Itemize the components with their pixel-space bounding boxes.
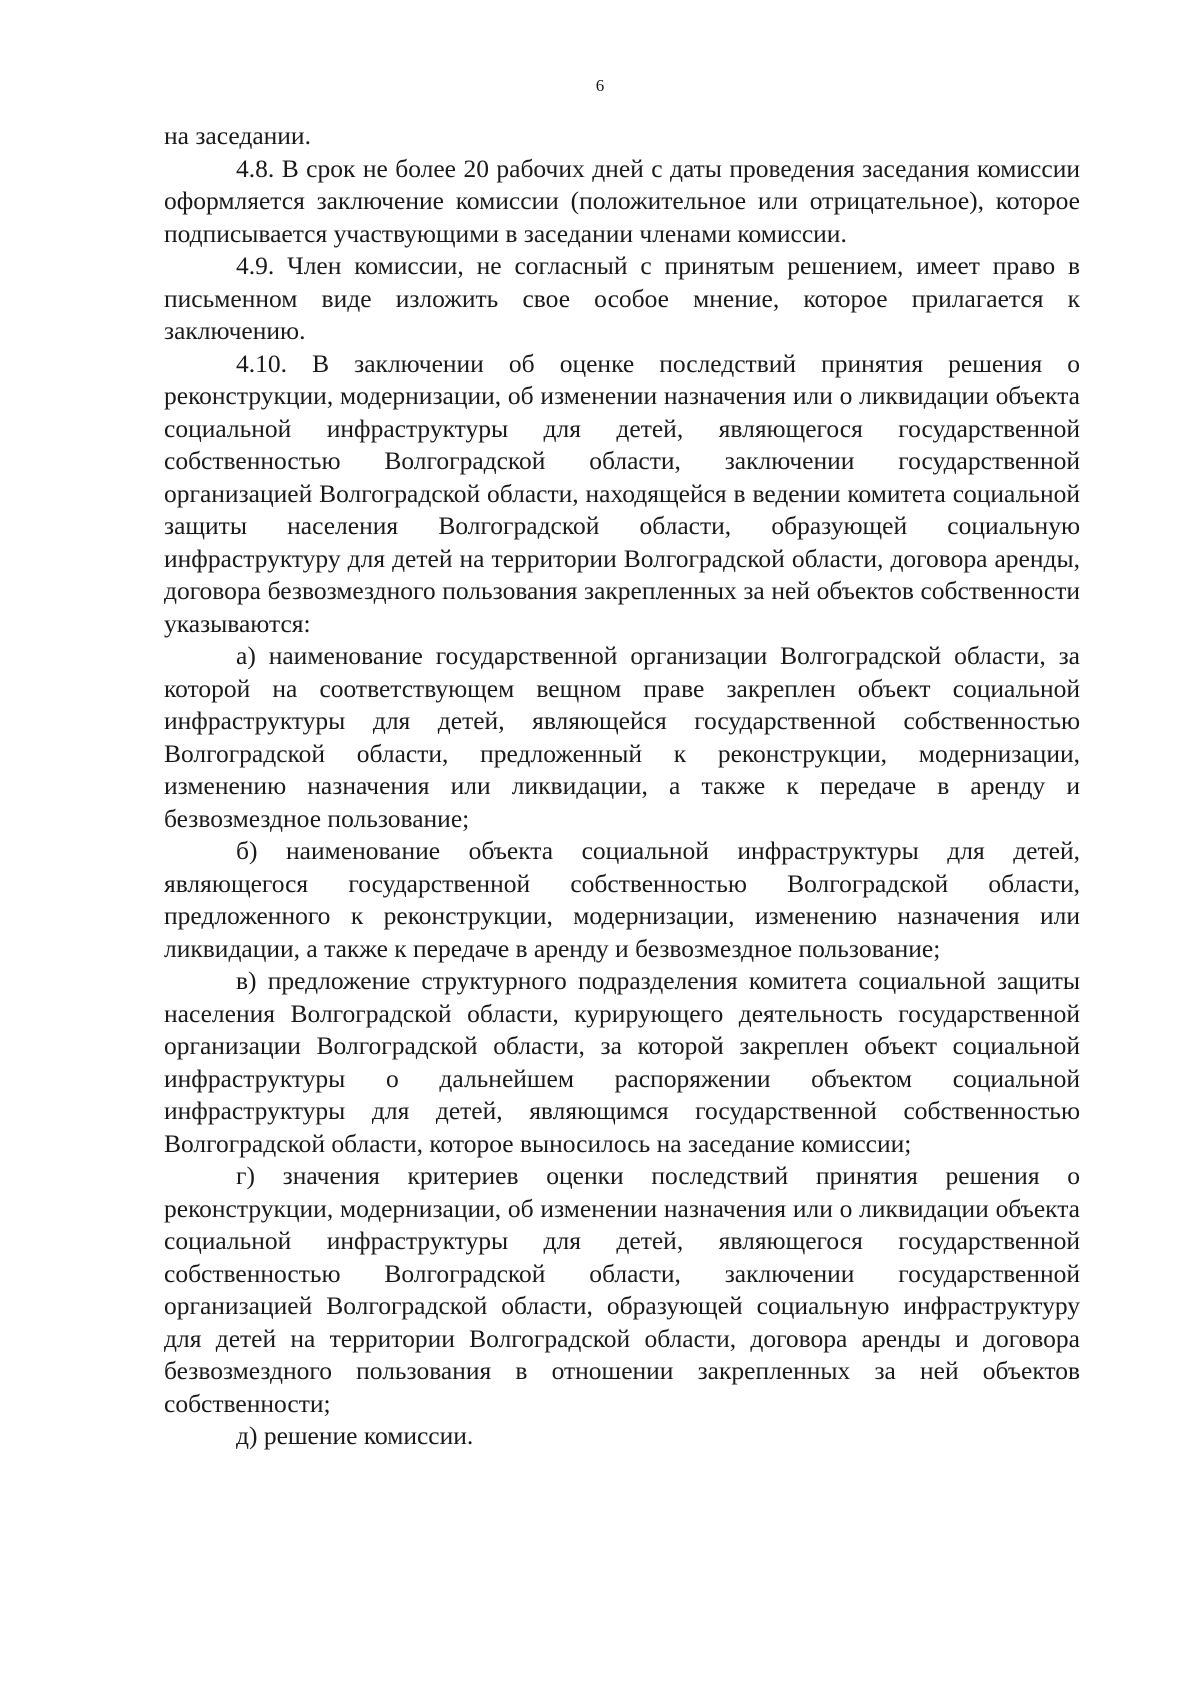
page-number: 6 xyxy=(595,76,605,95)
paragraph-4-10: 4.10. В заключении об оценке последствий принятия решения о реконструкции, модернизации, об изменении назначения или о ликвидации объекта социальной инфраструктуры для детей, являющегося государственной собственностью Волгоградской области, заключении государственной организацией Волгоградской области, находящейся в ведении комитета социальной защиты населения Волгоградской области, образующей социальную инфраструктуру для детей на территории Волгоградской области, договора аренды, договора безвозмездного пользования закрепленных за ней объектов собственности указываются: xyxy=(164,348,1080,638)
list-item-v: в) предложение структурного подразделения комитета социальной защиты населения Волгоградской области, курирующего деятельность государственной организации Волгоградской области, за которой закреплен объект социальной инфраструктуры о дальнейшем распоряжении объектом социальной инфраструктуры для детей, являющимся государственной собственностью Волгоградской области, которое выносилось на заседание комиссии; xyxy=(164,966,1080,1158)
list-item-g: г) значения критериев оценки последствий принятия решения о реконструкции, модернизации, об изменении назначения или о ликвидации объекта социальной инфраструктуры для детей, являющегося государственной собственностью Волгоградской области, заключении государственной организацией Волгоградской области, образующей социальную инфраструктуру для детей на территории Волгоградской области, договора аренды и договора безвозмездного пользования в отношении закрепленных за ней объектов собственности; xyxy=(164,1161,1080,1418)
list-item-d: д) решение комиссии. xyxy=(236,1421,474,1450)
document-body xyxy=(164,120,1080,1453)
list-item-a: а) наименование государственной организации Волгоградской области, за которой на соответствующем вещном праве закреплен объект социальной инфраструктуры для детей, являющейся государственной собственностью Волгоградской области, предложенный к реконструкции, модернизации, изменению назначения или ликвидации, а также к передаче в аренду и безвозмездное пользование; xyxy=(164,641,1080,833)
list-item-b: б) наименование объекта социальной инфраструктуры для детей, являющегося государственной собственностью Волгоградской области, предложенного к реконструкции, модернизации, изменению назначения или ликвидации, а также к передаче в аренду и безвозмездное пользование; xyxy=(164,836,1080,963)
paragraph-4-9: 4.9. Член комиссии, не согласный с принятым решением, имеет право в письменном виде изложить свое особое мнение, которое прилагается к заключению. xyxy=(164,251,1080,345)
paragraph-4-8: 4.8. В срок не более 20 рабочих дней с даты проведения заседания комиссии оформляется заключение комиссии (положительное или отрицательное), которое подписывается участвующими в заседании членами комиссии. xyxy=(164,153,1080,248)
paragraph-continuation: на заседании. xyxy=(164,121,311,150)
